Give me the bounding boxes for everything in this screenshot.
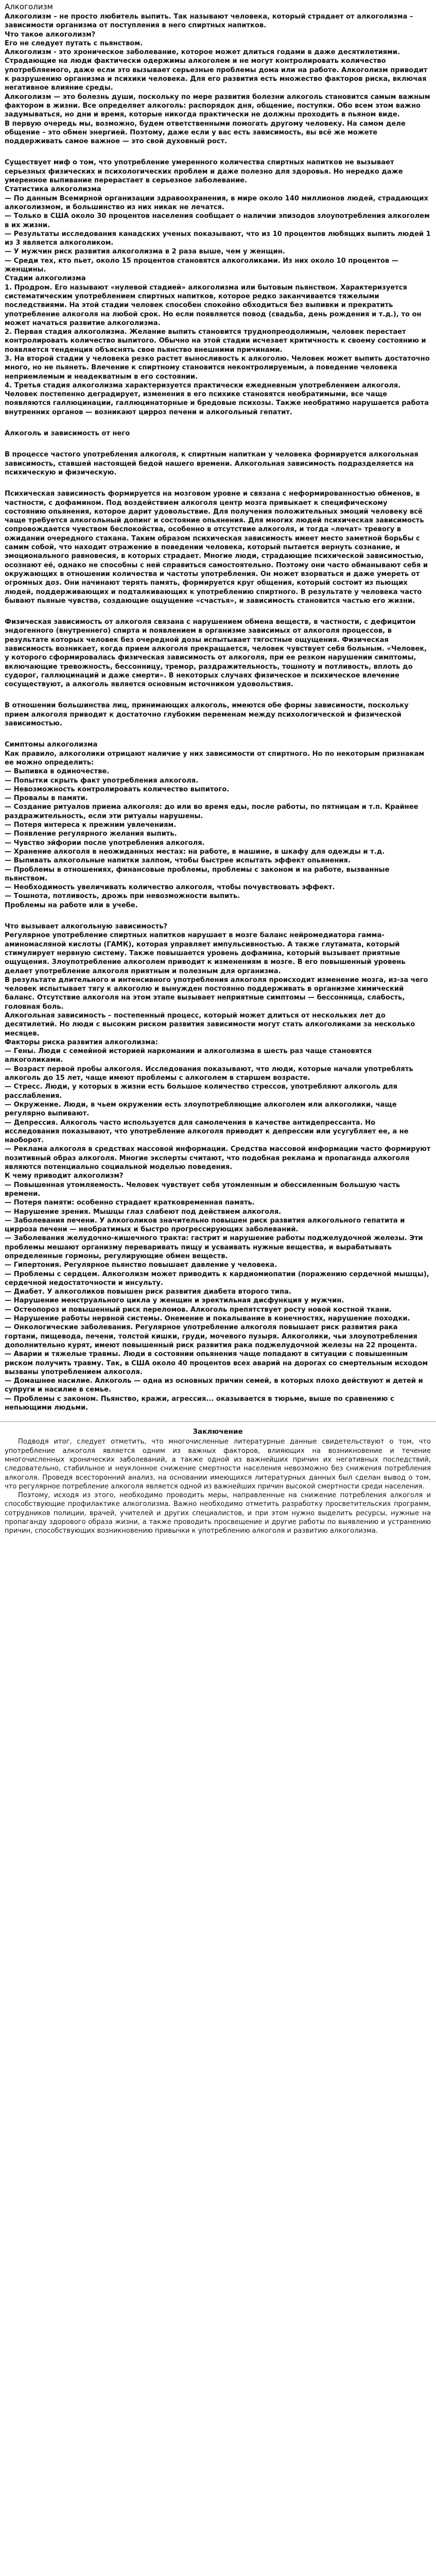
paragraph: Симптомы алкоголизма (5, 741, 98, 749)
paragraph: — Невозможность контролировать количество выпитого. (5, 785, 230, 793)
paragraph: — Проблемы в отношениях, финансовые проблемы, проблемы с законом и на работе, вызванные пьянством. (5, 866, 390, 883)
conclusion-paragraph: Подводя итог, следует отметить, что многочисленные литературные данные свидетельствуют о том, что употребление алкоголя является одним из важных факторов, влияющих на возникновение и течение многочисленных хронических заболеваний, а также одной из важнейших причин их негативных последствий, следовательно, стабильное и неуклонное снижение смертности населения невозможно без снижения потребления алкоголя. Проведя всесторонний анализ, на основании имеющихся литературных данных был сделан вывод о том, что регулярное потребление алкоголя является одной из важнейших причин высокой смертности среди населения. (5, 1438, 431, 1490)
paragraph: — Нарушение менструального цикла у женщин и эректильная дисфункция у мужчин. (5, 1297, 344, 1305)
paragraph: Существует миф о том, что употребление умеренного количества спиртных напитков не вызывает серьезных физических и психологических проблем и даже полезно для здоровья. Но нередко даже умеренное выпивание перерастает в серьезное заболевание. (5, 159, 403, 185)
paragraph: — Создание ритуалов приема алкоголя: до или во время еды, после работы, по пятницам и т.п. Крайнее раздражительность, если эти ритуалы нарушены. (5, 803, 418, 820)
paragraph: Статистика алкоголизма (5, 185, 101, 194)
paragraph: — Необходимость увеличивать количество алкоголя, чтобы почувствовать эффект. (5, 884, 335, 892)
paragraph: Алкогольная зависимость – постепенный процесс, который может длиться от нескольких лет до десятилетий. Но люди с высоким риском развития зависимости могут стать алкоголиками за несколько месяцев. (5, 1011, 415, 1038)
paragraph: — Реклама алкоголя в средствах массовой информации. Средства массовой информации часто формируют позитивный образ алкоголя. Многие эксперты считают, что подобная реклама и пропаганда алкоголя являются потенциально социальной моделью поведения. (5, 1145, 431, 1172)
paragraph: — Результаты исследования канадских ученых показывают, что из 10 процентов любящих выпить людей 1 из 3 является алкоголиком. (5, 230, 431, 247)
paragraph-spacer (5, 728, 431, 740)
paragraph: Что вызывает алкогольную зависимость? (5, 923, 168, 931)
paragraph: — Диабет. У алкоголиков повышен риск развития диабета второго типа. (5, 1288, 291, 1296)
paragraph-spacer (5, 417, 431, 429)
conclusion-body (5, 1437, 431, 1535)
paragraph: — Нарушение работы нервной системы. Онемение и покалывание в конечностях, нарушение походки. (5, 1315, 410, 1323)
paragraph: — Выпивка в одиночестве. (5, 768, 110, 776)
conclusion-title: Заключение (193, 1428, 243, 1436)
paragraph: — Среди тех, кто пьет, около 15 процентов становятся алкоголиками. Из них около 10 процентов — женщины. (5, 257, 398, 274)
paragraph: — Тошнота, потливость, дрожь при невозможности выпить. (5, 892, 240, 901)
paragraph: Алкоголь и зависимость от него (5, 430, 130, 438)
paragraph: — Гены. Люди с семейной историей наркомании и алкоголизма в шесть раз чаще становятся алкоголиками. (5, 1047, 372, 1064)
paragraph: — Потеря памяти: особенно страдает кратковременная память. (5, 1199, 255, 1207)
paragraph: 4. Третья стадия алкоголизма характеризуется практически ежедневным употреблением алкоголя. Человек постепенно деградирует, изменения в его психике становятся необратимыми, все чаще появляются галлюцинации, галлюцинаторные и бредовые психозы. Также необратимо нарушается работа внутренних органов — возникают цирроз печени и алкогольный гепатит. (5, 381, 429, 416)
paragraph: Как правило, алкоголики отрицают наличие у них зависимости от спиртного. Но по некоторым признакам ее можно определить: (5, 750, 425, 767)
paragraph: — Онкологические заболевания. Регулярное употребление алкоголя повышает риск развития рака гортани, пищевода, печени, толстой кишки, груди, мочевого пузыря. Алкоголики, чьи злоупотребления дополнительно курят, имеют повышенный риск развития рака поджелудочной железы на 22 процента. (5, 1324, 417, 1349)
paragraph: — По данным Всемирной организации здравоохранения, в мире около 140 миллионов людей, страдающих алкоголизмом, и большинство из них никак не лечатся. (5, 194, 428, 211)
document-body (5, 12, 431, 1412)
paragraph: Физическая зависимость от алкоголя связана с нарушением обмена веществ, в частности, с дефицитом эндогенного (внутреннего) спирта и появлением в организме зависимых от алкоголя процессов, в результате которых человек без очередной дозы испытывает тягостные ощущения. Физическая зависимость возникает, когда прием алкоголя прекращается, человек чувствует себя больным. «Человек, у которого сформировалась физическая зависимость от алкоголя, при ее резком нарушении симптомы, включающие тревожность, бессонницу, тремор, раздражительность, тошноту и потливость, вплоть до судорог, галлюцинаций и даже смерти». В некоторых случаях физическое и психическое влечение сосуществуют, а алкоголь является основным источником удовольствия. (5, 618, 427, 689)
paragraph: Психическая зависимость формируется на мозговом уровне и связана с неформированностью обменов, в частности, с дофамином. Под воздействием алкоголя центр мозга привыкает к специфическому состоянию опьянения, которое дарит удовольствие. Для получения положительных эмоций человеку всё чаще требуется алкогольный допинг и состояние опьянения. Для многих людей психическая зависимость сопровождается чувством беспокойства, особенно в отсутствие алкоголя, и тогда «лечат» тревогу в ожидании очередного стакана. Таким образом психическая зависимость имеет место заметной борьбы с самим собой, что находит отражение в поведении человека, который пытается вернуть сознание, и эмоционального равновесия, в которых страдает. Многие люди, страдающие психической зависимостью, осознают её, однако не способны с ней справиться самостоятельно. Поэтому они часто обманывают себя и окружающих в отношении количества и частоты употребления. Он может взорваться и даже умереть от огромных доз. Они начинают терять память, формируется круг общения, который состоит из пьющих людей, поддерживающих и подталкивающих к употреблению спиртного. В результате у человека часто бывают пьяные чувства, создающие ощущение «счастья», и зависимость становится частью его жизни. (5, 490, 428, 605)
paragraph: Проблемы на работе или в учебе. (5, 901, 138, 909)
paragraph: — Проблемы с законом. Пьянство, кражи, агрессия... оказывается в тюрьме, выше по сравнению с непьющими людьми. (5, 1395, 394, 1412)
paragraph: Что такое алкоголизм? (5, 30, 96, 39)
paragraph-spacer (5, 910, 431, 922)
paragraph: Алкоголизм - это хроническое заболевание, которое может длиться годами в даже десятилетиями. Страдающие на люди фактически одержимы алкоголем и не могут контролировать количество употребляемого, даже если это вызывает серьезные проблемы дома или на работе. Алкоголизм приводит к разрушению организма и психики человека. Для его развития есть множество факторов риска, включая негативное влияние среды. (5, 48, 428, 92)
paragraph: — Заболевания печени. У алкоголиков значительно повышен риск развития алкогольного гепатита и цирроза печени — необратимых и быстро прогрессирующих заболеваний. (5, 1216, 405, 1234)
paragraph-spacer (5, 605, 431, 618)
paragraph: В отношении большинства лиц, принимающих алкоголь, имеются обе формы зависимости, поскольку прием алкоголя приводит к достаточно глубоким переменам между психологической и физической зависимостью. (5, 702, 409, 728)
paragraph: Алкоголизм – не просто любитель выпить. Так называют человека, который страдает от алкоголизма – зависимости организма от поступления в него спиртных напитков. (5, 13, 413, 30)
paragraph: — Нарушение зрения. Мышцы глаз слабеют под действием алкоголя. (5, 1208, 282, 1216)
conclusion-section (5, 1422, 431, 1535)
paragraph: 1. Продром. Его называют «нулевой стадией» алкоголизма или бытовым пьянством. Характеризуется систематическим употреблением спиртных напитков, которое редко заканчивается тяжелыми последствиями. На этой стадии человек способен спокойно обходиться без выпивки и прекратить употребление алкоголя на любой срок. Но если появляется повод (свадьба, день рождения и т.д.), то он может начаться развитие алкоголизма. (5, 283, 422, 327)
paragraph: — Хранение алкоголя в неожиданных местах: на работе, в машине, в шкафу для одежды и т.д. (5, 848, 385, 856)
paragraph: В процессе частого употребления алкоголя, к спиртным напиткам у человека формируется алкогольная зависимость, ставшей настоящей бедой нашего времени. Алкогольная зависимость подразделяется на психическую и физическую. (5, 451, 418, 477)
paragraph: — Проблемы с сердцем. Алкоголизм может приводить к кардиомиопатии (поражению сердечной мышцы), сердечной недостаточности и инсульту. (5, 1270, 429, 1287)
paragraph: — Окружение. Люди, в чьем окружении есть злоупотребляющие алкоголем или алкоголики, чаще регулярно выпивают. (5, 1100, 397, 1118)
paragraph: — Потеря интереса к прежним увлечениям. (5, 821, 177, 829)
paragraph: В первую очередь мы, возможно, будем ответственными помогать другому человеку. На самом деле общение – это обмен энергией. Поэтому, даже если у вас есть зависимость, вы всё же можете поддерживать самое важное — это свой духовный рост. (5, 120, 406, 146)
paragraph: — Гипертония. Регулярное пьянство повышает давление у человека. (5, 1261, 277, 1269)
section-divider-wrap (5, 1412, 431, 1422)
paragraph: — Попытки скрыть факт употребления алкоголя. (5, 776, 199, 785)
paragraph: — Выпивать алкогольные напитки залпом, чтобы быстрее испытать эффект опьянения. (5, 857, 351, 865)
paragraph: — Возраст первой пробы алкоголя. Исследования показывают, что люди, которые начали употреблять алкоголь до 15 лет, чаще имеют проблемы с алкоголем в старшем возрасте. (5, 1065, 413, 1082)
paragraph-spacer (5, 146, 431, 158)
paragraph-spacer (5, 438, 431, 450)
paragraph: 3. На второй стадии у человека резко растет выносливость к алкоголю. Человек может выпить достаточно много, но не пьянеть. Влечение к спиртному становится неконтролируемым, а поведение человека неприемлемым и неадекватным в его состоянии. (5, 354, 430, 381)
paragraph: Регулярное употребление спиртных напитков нарушает в мозге баланс нейромедиатора гамма-аминомасляной кислоты (ГАМК), которая управляет импульсивностью. А также глутамата, который стимулирует нервную систему. Также повышается уровень дофамина, который вызывает приятные ощущения. Злоупотребление алкоголем приводит к изменениям в мозге. В его повышенный уровень делает употребление алкоголя приятным и полезным для организма. (5, 931, 406, 975)
paragraph: — Депрессия. Алкоголь часто используется для самолечения в качестве антидепрессанта. Но исследования показывают, что употребление алкоголя приводит к депрессии или усугубляет ее, а не наоборот. (5, 1118, 409, 1145)
paragraph: В результате длительного и интенсивного употребления алкоголя происходит изменение мозга, из-за чего человек испытывает тягу к алкоголю и вынужден постоянно поддерживать в организме химический баланс. Отсутствие алкоголя на этом этапе вызывает неприятные симптомы — бессонница, слабость, головная боль. (5, 976, 428, 1011)
paragraph: — Провалы в памяти. (5, 794, 88, 803)
paragraph: — Стресс. Люди, у которых в жизни есть большое количество стрессов, употребляют алкоголь для расслабления. (5, 1083, 397, 1100)
conclusion-paragraph: Поэтому, исходя из этого, необходимо проводить меры, направленные на снижение потребления алкоголя и способствующие профилактике алкоголизма. Важно необходимо отметить разработку просветительских программ, сотрудников полиции, врачей, учителей и других специалистов, и при этом нужно выделить ресурсы, нужные на пропаганду здорового образа жизни, а также проводить просвещение и другие работы по выявлению и устранению причин, способствующих возникновению привычки к употреблению алкоголя и развитию алкоголизма. (5, 1492, 431, 1535)
paragraph: — Аварии и тяжелые травмы. Люди в состоянии опьянения чаще попадают в ситуации с повышенным риском получить травму. Так, в США около 40 процентов всех аварий на дорогах со смертельным исходом вызваны употреблением алкоголя. (5, 1350, 428, 1376)
paragraph: — У мужчин риск развития алкоголизма в 2 раза выше, чем у женщин. (5, 248, 285, 256)
paragraph: Факторы риска развития алкоголизма: (5, 1038, 158, 1046)
paragraph: — Повышенная утомляемость. Человек чувствует себя утомленным и обессиленным большую часть времени. (5, 1181, 400, 1198)
paragraph-spacer (5, 689, 431, 701)
paragraph: Стадии алкоголизма (5, 275, 86, 283)
paragraph: — Только в США около 30 процентов населения сообщает о наличии эпизодов злоупотребления алкоголем в их жизни. (5, 212, 430, 229)
paragraph: 2. Первая стадия алкоголизма. Желание выпить становится труднопреодолимым, человек перестает контролировать количество выпитого. Обычно на этой стадии исчезает критичность к своему состоянию и появляется тенденция объяснять свое пьянство внешними причинами. (5, 328, 426, 354)
paragraph: Его не следует путать с пьянством. (5, 39, 143, 47)
paragraph: — Чувство эйфории после употребления алкоголя. (5, 839, 205, 847)
paragraph-spacer (5, 477, 431, 489)
paragraph: Алкоголизм — это болезнь души, поскольку по мере развития болезни алкоголь становится самым важным фактором в жизни. Все определяет алкоголь: распорядок дня, общение, поступки. Обо всем этом важно задумываться, но дни и время, которые никогда практически не должны проходить в пьяном виде. (5, 93, 430, 119)
paragraph: К чему приводит алкоголизм? (5, 1172, 124, 1180)
paragraph: — Появление регулярного желания выпить. (5, 830, 177, 838)
document-title: Алкоголизм (5, 2, 53, 11)
paragraph: — Остеопороз и повышенный риск переломов. Алкоголь препятствует росту новой костной ткани. (5, 1306, 392, 1314)
paragraph: — Домашнее насилие. Алкоголь — одна из основных причин семей, в которых плохо действуют и детей и супруги и насилие в семье. (5, 1377, 423, 1394)
paragraph: — Заболевания желудочно-кишечного тракта: гастрит и нарушение работы поджелудочной железы. Эти проблемы мешают организму переваривать пищу и усваивать нужные вещества, и вырабатывать определенные гормоны, регулирующие обмен веществ. (5, 1234, 423, 1260)
